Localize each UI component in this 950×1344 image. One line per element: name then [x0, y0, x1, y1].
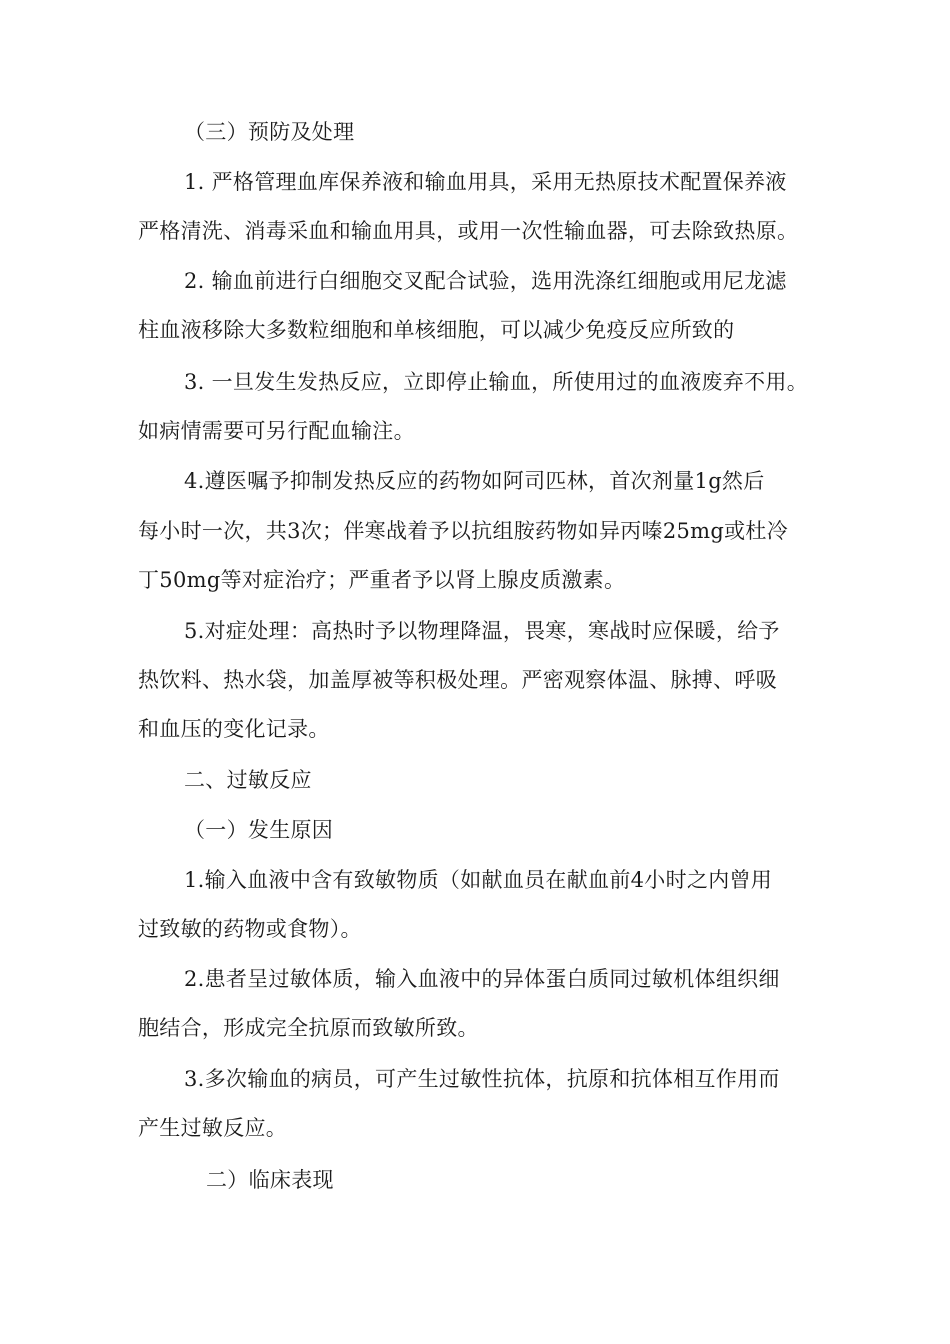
cause-1-line-2: 过致敏的药物或食物）。: [138, 917, 362, 941]
paragraph-5-line-1: 5.对症处理：高热时予以物理降温，畏寒，寒战时应保暖，给予: [184, 619, 780, 643]
paragraph-1-line-1: 1. 严格管理血库保养液和输血用具，采用无热原技术配置保养液: [184, 170, 787, 194]
cause-3-line-2: 产生过敏反应。: [138, 1116, 288, 1140]
paragraph-3-line-1: 3. 一旦发生发热反应，立即停止输血，所使用过的血液废弃不用。: [184, 370, 809, 394]
paragraph-5-line-2: 热饮料、热水袋，加盖厚被等积极处理。严密观察体温、脉搏、呼吸: [138, 668, 777, 692]
paragraph-3-line-2: 如病情需要可另行配血输注。: [138, 419, 415, 443]
paragraph-4-line-1: 4.遵医嘱予抑制发热反应的药物如阿司匹林，首次剂量1g然后: [184, 469, 765, 493]
paragraph-5-line-3: 和血压的变化记录。: [138, 717, 330, 741]
paragraph-4-line-2: 每小时一次，共3次；伴寒战着予以抗组胺药物如异丙嗪25mg或杜冷: [138, 519, 789, 543]
section-title-allergic-reaction: 二、过敏反应: [184, 768, 312, 792]
section-heading-causes: （一）发生原因: [184, 818, 334, 842]
section-heading-prevention: （三）预防及处理: [184, 120, 355, 144]
paragraph-4-line-3: 丁50mg等对症治疗；严重者予以肾上腺皮质激素。: [138, 568, 626, 592]
paragraph-2-line-1: 2. 输血前进行白细胞交叉配合试验，选用洗涤红细胞或用尼龙滤: [184, 269, 787, 293]
cause-1-line-1: 1.输入血液中含有致敏物质（如献血员在献血前4小时之内曾用: [184, 868, 773, 892]
cause-2-line-1: 2.患者呈过敏体质，输入血液中的异体蛋白质同过敏机体组织细: [184, 967, 780, 991]
cause-2-line-2: 胞结合，形成完全抗原而致敏所致。: [138, 1016, 479, 1040]
paragraph-1-line-2: 严格清洗、消毒采血和输血用具，或用一次性输血器，可去除致热原。: [138, 219, 799, 243]
section-heading-clinical-manifestations: 二）临床表现: [206, 1168, 334, 1192]
paragraph-2-line-2: 柱血液移除大多数粒细胞和单核细胞，可以减少免疫反应所致的: [138, 318, 735, 342]
cause-3-line-1: 3.多次输血的病员，可产生过敏性抗体，抗原和抗体相互作用而: [184, 1067, 780, 1091]
